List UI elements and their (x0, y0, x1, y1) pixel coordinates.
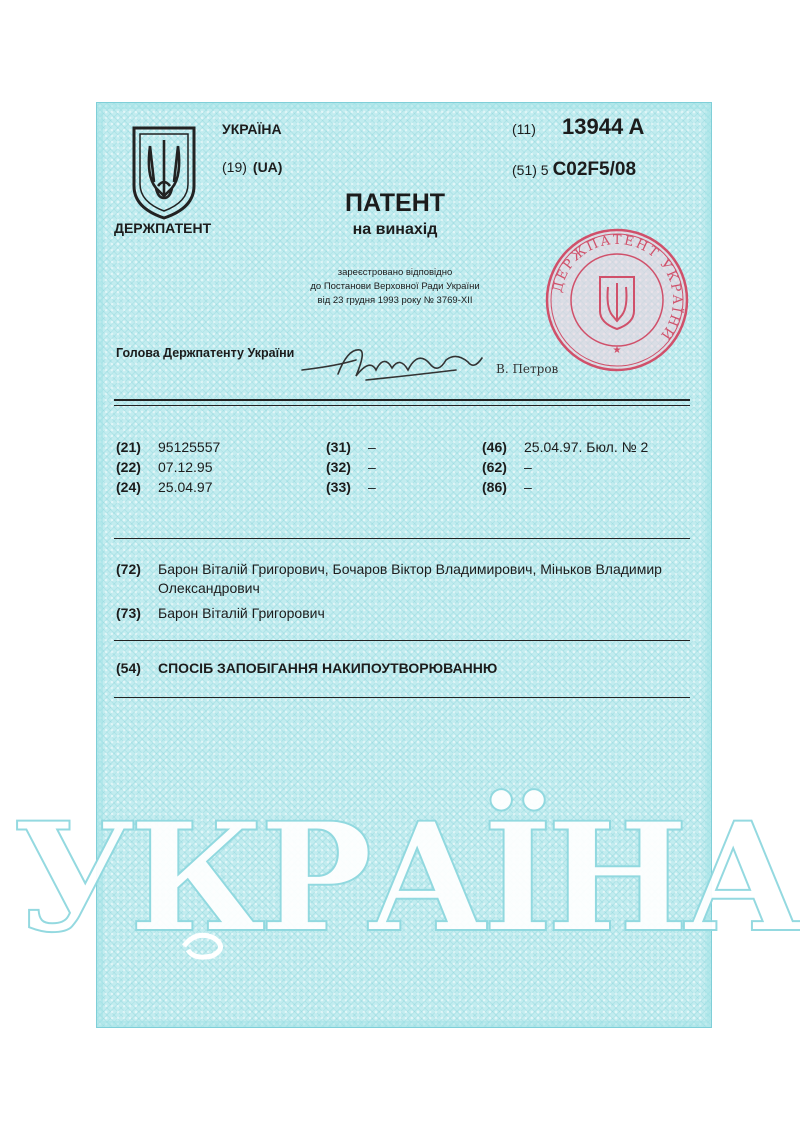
inid-code-11: (11) (512, 121, 536, 137)
inid-value: 95125557 (158, 439, 221, 455)
inid-code: (24) (116, 479, 141, 495)
handwritten-signature (296, 340, 492, 388)
divider (114, 405, 690, 406)
signatory-name: В. Петров (496, 362, 559, 376)
inid-row (482, 477, 648, 497)
bibliographic-column (116, 437, 220, 497)
inid-code-54: (54) (116, 660, 141, 676)
inid-code-73: (73) (116, 605, 141, 621)
inventors-field (116, 560, 686, 623)
patent-number: 13944 A (562, 114, 645, 139)
inid-row (326, 437, 376, 457)
inid-value: 07.12.95 (158, 459, 213, 475)
inid-code: (33) (326, 479, 351, 495)
inid-row (116, 604, 686, 623)
registration-line: до Постанови Верховної Ради України (310, 281, 480, 292)
inid-code: (31) (326, 439, 351, 455)
inid-row (326, 457, 376, 477)
country-code: (UA) (252, 159, 283, 175)
inid-row (116, 457, 220, 477)
agency-name: ДЕРЖПАТЕНТ (114, 220, 212, 236)
country-name: УКРАЇНА (222, 121, 282, 137)
owner-value: Барон Віталій Григорович (158, 605, 325, 621)
official-seal-stamp (542, 225, 692, 375)
registration-note (250, 266, 540, 308)
inid-code: (21) (116, 439, 141, 455)
svg-text:УКРАЇНА: УКРАЇНА (13, 790, 799, 966)
inid-row (482, 457, 648, 477)
bibliographic-column (482, 437, 648, 497)
document-title: ПАТЕНТ (344, 189, 446, 217)
divider (114, 399, 690, 401)
svg-text:ДЕРЖПАТЕНТ УКРАЇНИ: ДЕРЖПАТЕНТ УКРАЇНИ (550, 232, 685, 344)
inid-value: – (524, 479, 532, 495)
registration-line: від 23 грудня 1993 року № 3769-XII (317, 295, 473, 306)
inid-code: (62) (482, 459, 507, 475)
inid-row (116, 437, 220, 457)
inid-value: – (368, 479, 376, 495)
inid-value: – (368, 459, 376, 475)
inid-code: (86) (482, 479, 507, 495)
inid-value: – (524, 459, 532, 475)
ukraina-watermark (13, 760, 799, 966)
document-subtitle: на винахід (352, 221, 438, 238)
country-code-field (222, 159, 282, 175)
signatory-position: Голова Держпатенту України (116, 346, 295, 360)
invention-title: СПОСІБ ЗАПОБІГАННЯ НАКИПОУТВОРЮВАННЮ (158, 660, 498, 676)
inid-code-19: (19) (222, 159, 247, 175)
svg-text:★: ★ (612, 345, 622, 356)
ipc-field (512, 159, 636, 181)
inid-code: (32) (326, 459, 351, 475)
inid-code-51: (51) 5 (512, 162, 549, 178)
inid-code: (22) (116, 459, 141, 475)
inid-row (116, 477, 220, 497)
divider (114, 697, 690, 698)
divider (114, 640, 690, 641)
trident-coat-of-arms-icon (128, 124, 200, 220)
inid-value: – (368, 439, 376, 455)
inventors-value: Барон Віталій Григорович, Бочаров Віктор Владимирович, Міньков Владимир Олександрович (158, 561, 662, 596)
inid-value: 25.04.97. Бюл. № 2 (524, 439, 649, 455)
registration-line: зареєстровано відповідно (337, 267, 453, 278)
ipc-class: C02F5/08 (552, 159, 637, 180)
inid-row (326, 477, 376, 497)
bibliographic-column (326, 437, 376, 497)
inid-row (116, 560, 686, 598)
inid-code: (46) (482, 439, 507, 455)
inid-row (482, 437, 648, 457)
divider (114, 538, 690, 539)
inid-value: 25.04.97 (158, 479, 213, 495)
invention-title-field (116, 660, 497, 676)
inid-code-72: (72) (116, 561, 141, 577)
